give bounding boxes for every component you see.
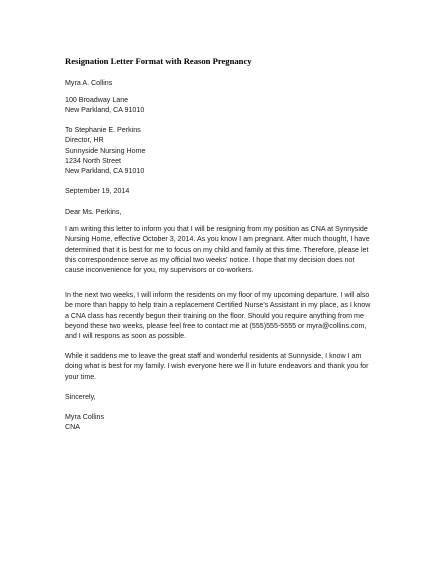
letter-date	[65, 186, 385, 196]
recipient-line3: Sunnyside Nursing Home	[65, 146, 146, 155]
paragraph-line: While it saddens me to leave the great staff and wonderful residents at Sunnyside, I know I am	[65, 352, 362, 360]
paragraph-line: a CNA class has recently begun their training on the floor. Should you require anything from me	[65, 311, 364, 320]
paragraph-line: cause inconvenience for you, my supervisors or co-workers.	[65, 266, 254, 275]
paragraph-2	[65, 290, 385, 341]
paragraph-3	[65, 351, 385, 382]
sender-block	[65, 78, 385, 88]
sender-address	[65, 95, 385, 116]
paragraph-line: In the next two weeks, I will inform the residents on my floor of my upcoming departure. I will also	[65, 291, 370, 299]
paragraph-line: this correspondence serve as my official two weeks' notice. I hope that my decision does not	[65, 255, 355, 264]
document-title: Resignation Letter Format with Reason Pregnancy	[65, 56, 252, 66]
sender-name: Myra A. Collins	[65, 79, 113, 87]
recipient-block	[65, 125, 385, 176]
salutation	[65, 207, 385, 217]
signature-block	[65, 412, 385, 433]
salutation-text: Dear Ms. Perkins,	[65, 208, 122, 216]
closing	[65, 392, 385, 402]
closing-text: Sincerely,	[65, 393, 96, 401]
signature-title: CNA	[65, 423, 80, 432]
paragraph-line: your time.	[65, 372, 97, 381]
recipient-line5: New Parkland, CA 91010	[65, 167, 145, 176]
sender-address-line2: New Parkland, CA 91010	[65, 106, 145, 115]
sender-address-line1: 100 Broadway Lane	[65, 96, 129, 104]
signature-name: Myra Collins	[65, 413, 105, 421]
paragraph-line: and I will respons as soon as possible.	[65, 332, 187, 341]
paragraph-line: determined that it is best for me to focus on my child and family at this time. Therefore, please let	[65, 245, 369, 254]
paragraph-line: beyond these two weeks, please feel free to contact me at (555)555-5555 or myra@collins.com,	[65, 321, 367, 330]
paragraph-line: doing what is best for my family. I wish everyone here we ll in future endeavors and thank you for	[65, 362, 369, 371]
recipient-line1: To Stephanie E. Perkins	[65, 126, 141, 134]
paragraph-line: Nursing Home, effective October 3, 2014. As you know I am pregnant. After much thought, I have	[65, 235, 370, 244]
paragraph-line: I am writing this letter to inform you that I will be resigning from my position as CNA at Synnyside	[65, 225, 368, 233]
recipient-line2: Director, HR	[65, 136, 104, 145]
recipient-line4: 1234 North Street	[65, 156, 121, 165]
paragraph-line: be more than happy to help train a replacement Certified Nurse's Assistant in my place, as I know	[65, 301, 371, 310]
date-text: September 19, 2014	[65, 187, 130, 195]
paragraph-1	[65, 224, 385, 275]
